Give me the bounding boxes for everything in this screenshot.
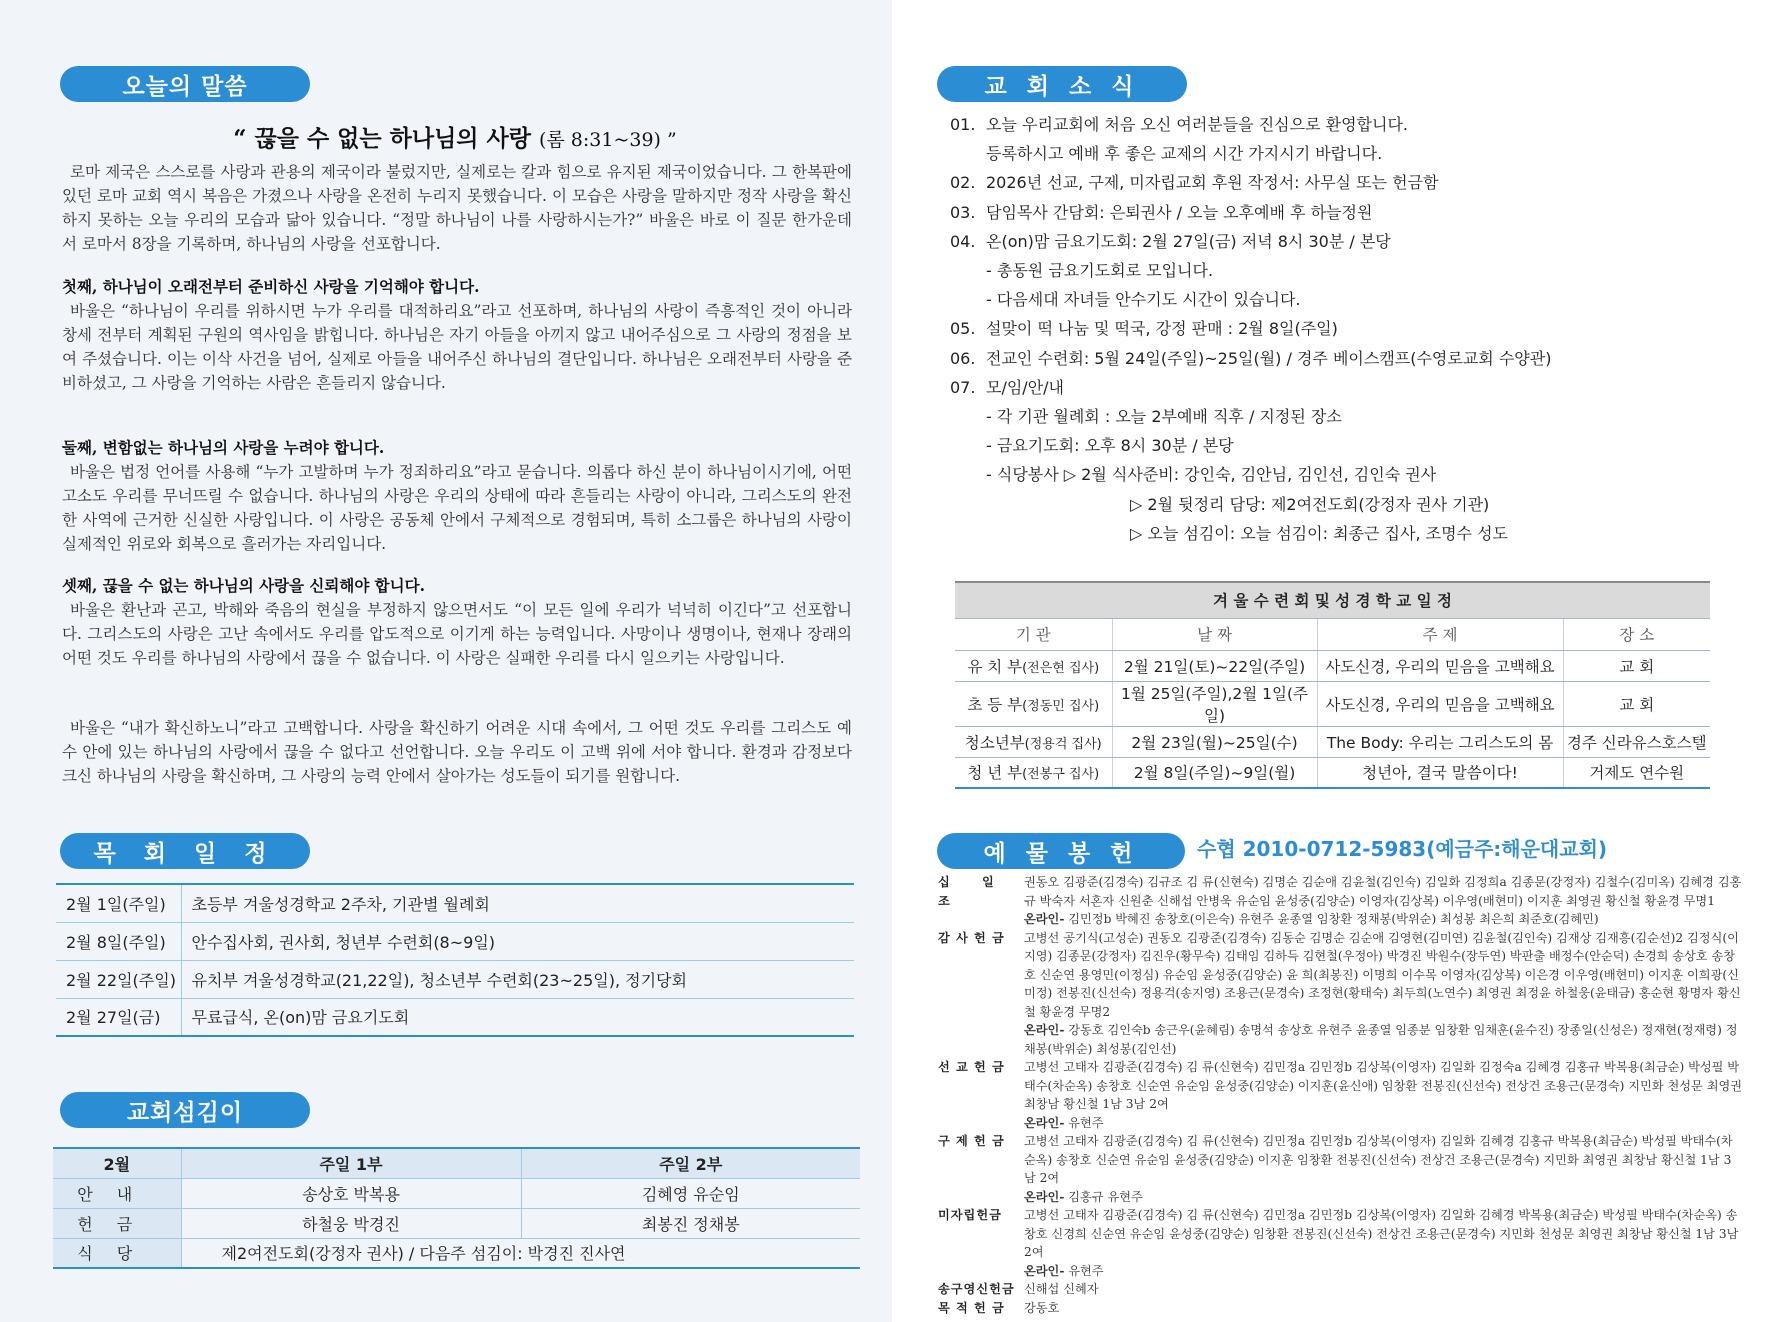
winter-table-header-row	[955, 618, 1710, 650]
sermon-title-text: “ 끊을 수 없는 하나님의 사랑	[233, 125, 531, 152]
news-text: 전교인 수련회: 5월 24일(주일)~25일(월) / 경주 베이스캠프(수영로교회 수양관)	[986, 348, 1552, 368]
winter-place: 교 회	[1563, 681, 1710, 726]
offering-row	[938, 1132, 1743, 1206]
schedule-row	[56, 960, 854, 998]
news-text: - 금요기도회: 오후 8시 30분 / 본당	[986, 436, 1234, 456]
servers-cell: 최봉진 정채봉	[521, 1208, 860, 1238]
offering-online-label: 온라인-	[1024, 912, 1065, 926]
sermon-scripture-ref: (롬 8:31~39) ”	[538, 129, 677, 151]
news-item	[950, 168, 1750, 197]
news-item	[950, 285, 1750, 314]
servers-row-kitchen	[53, 1238, 860, 1268]
offering-bank-account: 수협 2010-0712-5983(예금주:해운대교회)	[1197, 837, 1608, 861]
offering-online-givers: 김민정b 박혜진 송창호(이은숙) 유현주 윤종열 임창환 정채봉(박위순) 최성봉 최은희 최준호(김혜민)	[1068, 912, 1599, 926]
offering-names	[1024, 873, 1743, 929]
servers-row-guide	[53, 1178, 860, 1208]
winter-col-dept: 기 관	[955, 618, 1112, 650]
winter-date: 1월 25일(주일),2월 1일(주일)	[1112, 681, 1317, 726]
point-2-heading: 둘째, 변함없는 하나님의 사랑을 누려야 합니다.	[62, 438, 385, 457]
news-number: 01.	[950, 115, 976, 134]
news-text: - 총동원 금요기도회로 모입니다.	[986, 261, 1214, 281]
offering-givers: 고병선 공기식(고성순) 권동오 김광준(김경숙) 김동순 김명순 김순애 김영현(김미연) 김윤철(김인숙) 김재상 김재흥(김순선)2 김정식(이지영) 김종문(강정자) 김진우(황무숙) 김태임 김하득 김현철(우정아) 박경진 박원수(장두연) 박판출 배정수(안순덕) 손경희 송상호 송창호 신순연 용영민(이정심) 유순임 윤성중(김양순) 윤 희(최봉진) 이명희 이수목 이영자(김상복) 이은경 이우영(배현미) 이지훈 이희광(신미정) 전봉진(신선숙) 정용걱(송지영) 조용근(문경숙) 조정현(황태숙) 최두희(노연수) 최영권 최정윤 하철웅(윤태금) 홍순현 황명자 황신철 황윤경 무명2	[1024, 930, 1741, 1019]
offering-row	[938, 1058, 1743, 1132]
winter-dept	[955, 757, 1112, 788]
offering-category: 송구영신헌금	[938, 1282, 1015, 1296]
church-news-list	[950, 110, 1750, 548]
servers-row-label: 안내	[53, 1178, 181, 1208]
offering-row	[938, 1206, 1743, 1280]
sermon-point-2	[62, 436, 852, 556]
winter-dept-name: 청 년 부	[967, 764, 1023, 783]
offering-online-givers: 유현주	[1068, 1115, 1104, 1130]
offering-names	[1024, 929, 1743, 1059]
offering-givers: 고병선 고태자 김광준(김경숙) 김 류(신현숙) 김민정a 김민정b 김상복(이영자) 김일화 김정숙a 김혜경 김홍규 박복용(최금순) 박성필 박태수(차순옥) 송창호 신순연 유순임 윤성중(김양순) 이지훈(윤신애) 임창환 전봉진(신선숙) 전상건 조용근(문경숙) 지민화 천성문 최영권 최창남 황신철 1남 3남 2여	[1024, 1060, 1743, 1111]
offering-givers: 권동오 김광준(김경숙) 김규조 김 류(신현숙) 김명순 김순애 김윤철(김인숙) 김일화 김정희a 김종문(강정자) 김철수(김미옥) 김혜경 김홍규 박숙자 서혼자 신원춘 신해섭 안병욱 유순임 윤성중(김양순) 이영자(김상복) 이우영(배현미) 이지훈 최영권 황신철 황윤경 무명1	[1024, 875, 1742, 908]
news-number: 07.	[950, 377, 976, 397]
news-item	[950, 314, 1750, 343]
winter-date: 2월 8일(주일)~9일(월)	[1112, 757, 1317, 788]
winter-retreat-table	[955, 581, 1710, 789]
offering-givers: 신해섭 신혜자	[1024, 1282, 1099, 1296]
offering-category: 구 제 헌 금	[938, 1134, 1005, 1148]
winter-dept-lead: (전봉구 집사)	[1022, 767, 1100, 783]
news-item	[950, 460, 1750, 489]
winter-col-place: 장 소	[1563, 618, 1710, 650]
news-item	[950, 110, 1750, 139]
news-item	[950, 402, 1750, 431]
offering-givers: 고병선 고태자 김광준(김경숙) 김 류(신현숙) 김민정a 김민정b 김상복(이영자) 김일화 김혜경 박복용(최금순) 박성필 박태수(차순옥) 송창호 신경희 신순연 유순임 윤성중(김양순) 임창환 전봉진(신선숙) 전상건 조용근(문경숙) 지민화 천성문 최영권 최창남 황신철 1남 3남 2여	[1024, 1208, 1739, 1259]
news-section-header: 교 회 소 식	[937, 66, 1187, 102]
news-item	[950, 373, 1750, 402]
news-text: 설맞이 떡 나눔 및 떡국, 강정 판매 : 2월 8일(주일)	[986, 319, 1338, 339]
sermon-point-3	[62, 574, 852, 670]
winter-dept-name: 유 치 부	[967, 657, 1023, 676]
winter-row	[955, 681, 1710, 726]
servers-row-label: 식당	[53, 1238, 181, 1268]
sermon-closing-text: 바울은 “내가 확신하노니”라고 고백합니다. 사랑을 확신하기 어려운 시대 속에서, 그 어떤 것도 우리를 그리스도 예수 안에 있는 하나님의 사랑에서 끊을 수 없다고 선언합니다. 오늘 우리도 이 고백 위에 서야 합니다. 환경과 감정보다 크신 하나님의 사랑을 확신하며, 그 사랑의 능력 안에서 살아가는 성도들이 되기를 원합니다.	[62, 719, 852, 785]
point-1-heading: 첫째, 하나님이 오래전부터 준비하신 사랑을 기억해야 합니다.	[62, 277, 480, 296]
winter-row	[955, 650, 1710, 681]
news-item	[950, 431, 1750, 460]
winter-table-caption-row	[955, 582, 1710, 618]
offering-category: 선 교 헌 금	[938, 1060, 1005, 1074]
servers-service1-header: 주일 1부	[181, 1148, 521, 1178]
servers-cell: 제2여전도회(강정자 권사) / 다음주 섬김이: 박경진 진사연	[181, 1238, 860, 1268]
point-2-body: 바울은 법정 언어를 사용해 “누가 고발하며 누가 정죄하리요”라고 묻습니다. 의롭다 하신 분이 하나님이시기에, 어떤 고소도 우리를 무너뜨릴 수 없습니다. 하나님의 사랑은 우리의 상태에 따라 흔들리는 사랑이 아니라, 그리스도의 완전한 사역에 근거한 신실한 사랑입니다. 이 사랑은 공동체 안에서 구체적으로 경험되며, 특히 소그룹은 하나님의 사랑이 실제적인 위로와 회복으로 흘러가는 자리입니다.	[62, 463, 852, 553]
offering-online-label: 온라인-	[1024, 1189, 1065, 1204]
news-number: 04.	[950, 231, 976, 251]
servers-row-label: 헌금	[53, 1208, 181, 1238]
news-item	[950, 227, 1750, 256]
winter-date: 2월 21일(토)~22일(주일)	[1112, 650, 1317, 681]
winter-col-theme: 주 제	[1317, 618, 1563, 650]
news-item	[950, 198, 1750, 227]
offering-online-givers: 강동호 김인숙b 송근우(윤혜림) 송명석 송상호 유현주 윤종열 임종분 임창환 임채훈(윤수진) 장종일(신성은) 정재현(정재령) 정채봉(박위순) 최성봉(김인선)	[1024, 1023, 1738, 1056]
servers-service2-header: 주일 2부	[521, 1148, 860, 1178]
offering-category: 미자립헌금	[938, 1208, 1002, 1222]
news-text: - 식당봉사 ▷ 2월 식사준비: 강인숙, 김안님, 김인선, 김인숙 권사	[986, 465, 1437, 485]
winter-date: 2월 23일(월)~25일(수)	[1112, 726, 1317, 757]
news-text: - 다음세대 자녀들 안수기도 시간이 있습니다.	[986, 290, 1301, 310]
pastoral-schedule-table	[56, 883, 854, 1037]
winter-col-date: 날 짜	[1112, 618, 1317, 650]
news-text: - 각 기관 월례회 : 오늘 2부예배 직후 / 지정된 장소	[986, 407, 1342, 427]
schedule-event: 유치부 겨울성경학교(21,22일), 청소년부 수련회(23~25일), 정기당회	[181, 960, 854, 998]
winter-place: 경주 신라유스호스텔	[1563, 726, 1710, 757]
offering-list	[938, 873, 1743, 1317]
news-text: 모/임/안/내	[986, 377, 1064, 397]
offering-row	[938, 1280, 1743, 1299]
offering-online-label: 온라인-	[1024, 1023, 1065, 1037]
winter-theme: The Body: 우리는 그리스도의 몸	[1317, 726, 1563, 757]
schedule-event: 초등부 겨울성경학교 2주차, 기관별 월례회	[181, 884, 854, 922]
schedule-event: 무료급식, 온(on)맘 금요기도회	[191, 1008, 410, 1028]
sermon-point-1	[62, 275, 852, 395]
winter-dept	[955, 726, 1112, 757]
winter-theme: 사도신경, 우리의 믿음을 고백해요	[1317, 650, 1563, 681]
news-number: 03.	[950, 202, 976, 222]
offering-category: 십 일 조	[938, 875, 1008, 908]
sermon-intro	[62, 160, 852, 256]
offering-names	[1024, 1206, 1743, 1280]
news-item	[950, 519, 1750, 548]
offering-names	[1024, 1132, 1743, 1206]
servers-row-offering	[53, 1208, 860, 1238]
offering-row	[938, 1299, 1743, 1318]
sermon-title	[60, 120, 850, 153]
offering-row	[938, 873, 1743, 929]
news-text: ▷ 2월 뒷정리 담당: 제2여전도회(강정자 권사 기관)	[1130, 494, 1490, 514]
news-item	[950, 139, 1750, 168]
winter-dept-lead: (정용걱 집사)	[1024, 736, 1102, 752]
schedule-row	[56, 922, 854, 960]
servers-month-header: 2월	[53, 1148, 181, 1178]
offering-names	[1024, 1280, 1743, 1299]
news-number: 02.	[950, 173, 976, 193]
offering-section-header: 예 물 봉 헌	[937, 833, 1185, 869]
news-text: ▷ 오늘 섬김이: 오늘 섬김이: 최종근 집사, 조명수 성도	[1130, 523, 1508, 543]
offering-category: 감 사 헌 금	[938, 930, 1005, 945]
offering-online-givers: 김홍규 유현주	[1068, 1189, 1143, 1204]
servers-cell: 송상호 박복용	[181, 1178, 521, 1208]
point-3-body: 바울은 환난과 곤고, 박해와 죽음의 현실을 부정하지 않으면서도 “이 모든 일에 우리가 넉넉히 이긴다”고 선포합니다. 그리스도의 사랑은 고난 속에서도 우리를 압도적으로 이기게 하는 능력입니다. 사망이나 생명이나, 현재나 장래의 어떤 것도 우리를 하나님의 사랑에서 끊을 수 없습니다. 이 사랑은 실패한 우리를 다시 일으키는 사랑입니다.	[62, 601, 852, 667]
news-text: 온(on)맘 금요기도회: 2월 27일(금) 저녁 8시 30분 / 본당	[986, 231, 1391, 251]
offering-category: 목 적 헌 금	[938, 1300, 1005, 1315]
news-number: 05.	[950, 319, 976, 339]
news-text: 2026년 선교, 구제, 미자립교회 후원 작정서: 사무실 또는 헌금함	[986, 173, 1439, 193]
offering-givers: 고병선 고태자 김광준(김경숙) 김 류(신현숙) 김민정a 김민정b 김상복(이영자) 김일화 김혜경 김홍규 박복용(최금순) 박성필 박태수(차순옥) 송창호 신순연 유순임 윤성중(김양순) 이지훈 임창환 전봉진(신선숙) 전상건 조용근(문경숙) 지민화 최영권 최창남 황신철 1남 3남 2여	[1024, 1134, 1733, 1185]
point-1-body: 바울은 “하나님이 우리를 위하시면 누가 우리를 대적하리요”라고 선포하며, 하나님의 사랑이 즉흥적인 것이 아니라 창세 전부터 계획된 구원의 역사임을 밝힙니다. 하나님은 자기 아들을 아끼지 않고 내어주심으로 그 사랑의 정점을 보여 주셨습니다. 이는 이삭 사건을 넘어, 실제로 아들을 내어주신 하나님의 결단입니다. 하나님은 오래전부터 사랑을 준비하셨고, 그 사랑을 기억하는 사람은 흔들리지 않습니다.	[62, 302, 852, 392]
news-text: 담임목사 간담회: 은퇴권사 / 오늘 오후예배 후 하늘정원	[986, 202, 1373, 222]
schedule-section-header: 목 회 일 정	[60, 833, 310, 869]
schedule-row	[56, 998, 854, 1036]
schedule-date: 2월 22일(주일)	[56, 960, 181, 998]
winter-place: 교 회	[1563, 650, 1710, 681]
servers-section-header: 교회섬김이	[60, 1092, 310, 1128]
winter-place: 거제도 연수원	[1563, 757, 1710, 788]
servers-cell: 김혜영 유순임	[521, 1178, 860, 1208]
winter-dept-name: 청소년부	[964, 733, 1025, 752]
schedule-date: 2월 27일(금)	[56, 998, 181, 1036]
winter-dept	[955, 650, 1112, 681]
winter-row	[955, 757, 1710, 788]
sermon-closing	[62, 716, 852, 788]
winter-theme: 청년아, 결국 말씀이다!	[1317, 757, 1563, 788]
offering-online-givers: 유현주	[1068, 1263, 1104, 1278]
schedule-date: 2월 1일(주일)	[56, 884, 181, 922]
news-item	[950, 256, 1750, 285]
offering-online-label: 온라인-	[1024, 1115, 1065, 1130]
offering-online-label: 온라인-	[1024, 1263, 1065, 1278]
winter-dept	[955, 681, 1112, 726]
schedule-row	[56, 884, 854, 922]
schedule-date: 2월 8일(주일)	[56, 922, 181, 960]
news-text: 등록하시고 예배 후 좋은 교제의 시간 가지시기 바랍니다.	[986, 144, 1383, 164]
offering-names	[1024, 1299, 1743, 1318]
news-text: 오늘 우리교회에 처음 오신 여러분들을 진심으로 환영합니다.	[986, 115, 1409, 134]
winter-dept-lead: (정동민 집사)	[1022, 698, 1100, 714]
sermon-intro-text: 로마 제국은 스스로를 사랑과 관용의 제국이라 불렀지만, 실제로는 칼과 힘으로 유지된 제국이었습니다. 그 한복판에 있던 로마 교회 역시 복음은 가졌으나 사랑을 온전히 누리지 못했습니다. 이 모습은 사랑을 말하지만 정작 사랑을 확신하지 못하는 오늘 우리의 모습과 닮아 있습니다. “정말 하나님이 나를 사랑하시는가?” 바울은 바로 이 질문 한가운데서 로마서 8장을 기록하며, 하나님의 사랑을 선포합니다.	[62, 163, 852, 253]
news-item	[950, 344, 1750, 373]
offering-givers: 강동호	[1024, 1300, 1060, 1315]
schedule-event: 안수집사회, 권사회, 청년부 수련회(8~9일)	[181, 922, 854, 960]
offering-names	[1024, 1058, 1743, 1132]
sermon-section-header: 오늘의 말씀	[60, 66, 310, 102]
winter-dept-lead: (전은현 집사)	[1022, 660, 1100, 676]
point-3-heading: 셋째, 끊을 수 없는 하나님의 사랑을 신뢰해야 합니다.	[62, 576, 426, 595]
news-item	[950, 490, 1750, 519]
servers-cell: 하철웅 박경진	[181, 1208, 521, 1238]
church-servers-table	[53, 1147, 860, 1269]
winter-theme: 사도신경, 우리의 믿음을 고백해요	[1317, 681, 1563, 726]
servers-header-row	[53, 1148, 860, 1178]
winter-row	[955, 726, 1710, 757]
winter-dept-name: 초 등 부	[967, 695, 1023, 714]
offering-row	[938, 929, 1743, 1059]
winter-table-title: 겨 울 수 련 회 및 성 경 학 교 일 정	[955, 582, 1710, 618]
news-number: 06.	[950, 348, 976, 368]
